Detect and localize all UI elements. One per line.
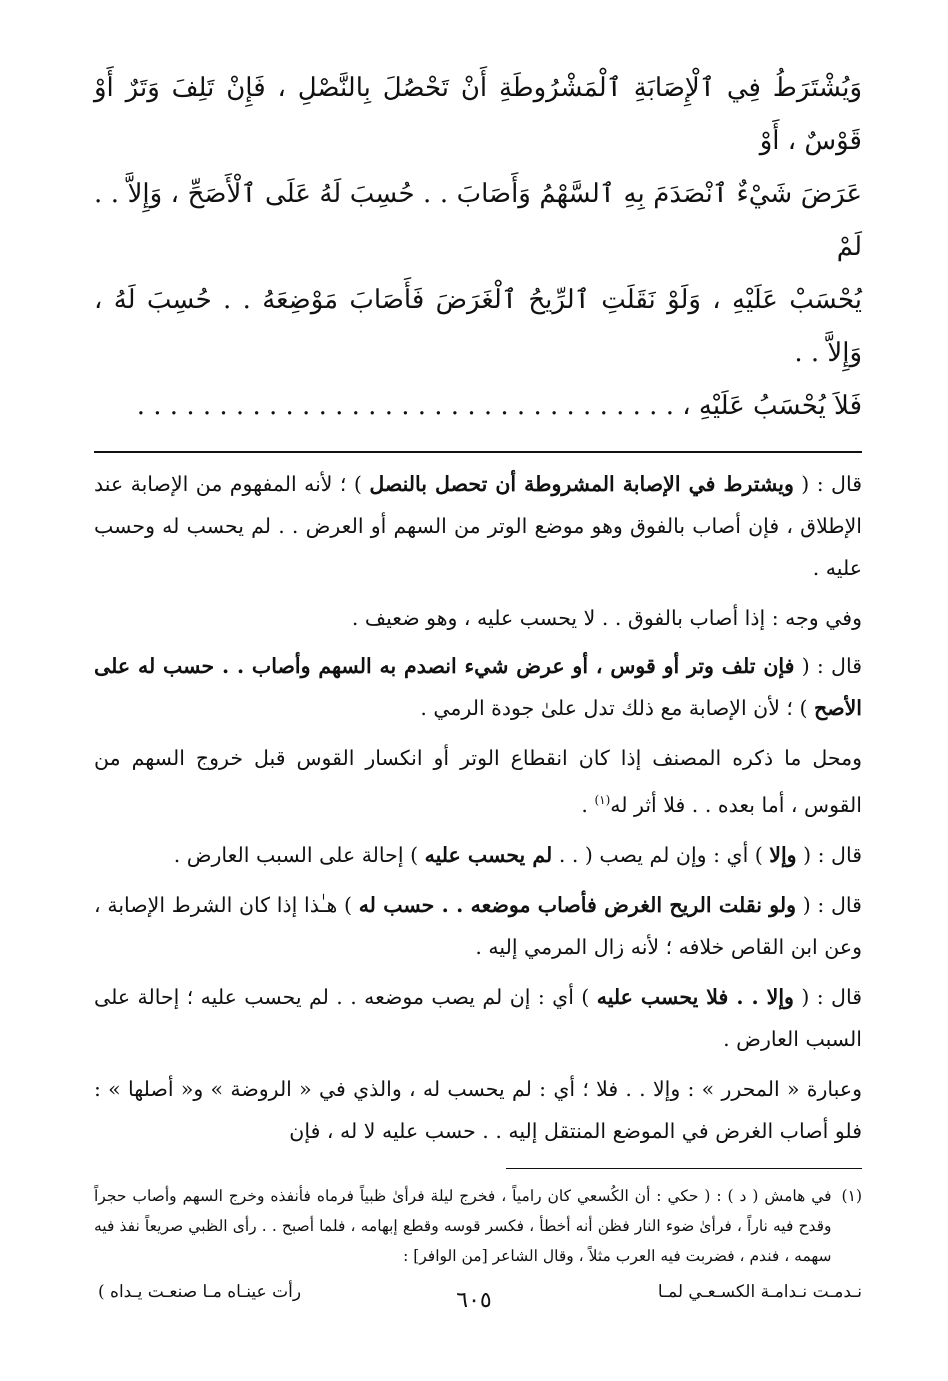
matn-divider [94,451,862,453]
sharh-paragraph: وعبارة « المحرر » : وإلا . . فلا ؛ أي : لم يحسب له ، والذي في « الروضة » و« أصلها » : فلو أصاب الغرض في الموضع المنتقل إليه . . حسب عليه لا له ، فإن [94,1076,862,1143]
sharh-paragraph: قال : ( ويشترط في الإصابة المشروطة أن تحصل بالنصل ) ؛ لأنه المفهوم من الإصابة عند الإطلاق ، فإن أصاب بالفوق وهو موضع الوتر من السهم أو العرض . . لم يحسب له وحسب عليه . [94,472,862,580]
quoted-matn: ولو نقلت الريح الغرض فأصاب موضعه . . حسب له [358,892,796,917]
quoted-matn: فإن تلف وتر أو قوس ، أو عرض شيء انصدم به السهم وأصاب . . حسب له على الأصح [94,654,862,720]
page-number: ٦٠٥ [456,1288,492,1313]
verse-second-hemistich: رأت عينـاه مـا صنعـت يـداه ) [98,1281,302,1302]
sharh-commentary [94,463,862,1152]
footnote-number: (١) [841,1186,862,1205]
quoted-matn: لم يحسب عليه [424,842,553,867]
sharh-paragraph: قال : ( فإن تلف وتر أو قوس ، أو عرض شيء انصدم به السهم وأصاب . . حسب له على الأصح ) ؛ لأن الإصابة مع ذلك تدل علىٰ جودة الرمي . [94,654,862,720]
quoted-matn: وإلا [769,842,797,867]
matn-line: وَيُشْتَرَطُ فِي ٱلْإِصَابَةِ ٱلْمَشْرُوطَةِ أَنْ تَحْصُلَ بِالنَّصْلِ ، فَإِنْ تَلِفَ وَتَرٌ أَوْ قَوْسٌ ، أَوْ [94,73,862,156]
matn-line: يُحْسَبْ عَلَيْهِ ، وَلَوْ نَقَلَتِ ٱلرِّيحُ ٱلْغَرَضَ فَأَصَابَ مَوْضِعَهُ . . حُسِبَ لَهُ ، وَإِلاَّ . . [94,285,862,368]
sharh-paragraph: قال : ( وإلا . . فلا يحسب عليه ) أي : إن لم يصب موضعه . . لم يحسب عليه ؛ إحالة على السبب العارض . [94,984,862,1051]
footnote-divider [506,1168,862,1169]
footnote [94,1181,862,1271]
footnote-reference[interactable]: (١) [594,793,611,807]
verse-first-hemistich: نـدمـت نـدامـة الكسـعـي لمـا [657,1281,862,1302]
quoted-matn: ويشترط في الإصابة المشروطة أن تحصل بالنصل [369,472,794,496]
matn-text [94,62,862,433]
sharh-paragraph: قال : ( وإلا ) أي : وإن لم يصب ( . . لم يحسب عليه ) إحالة على السبب العارض . [173,842,862,867]
matn-line: فَلاَ يُحْسَبُ عَلَيْهِ ، . . . . . . . . . . . . . . . . . . . . . . . . . . . . . . . . . [136,391,862,421]
sharh-paragraph: قال : ( ولو نقلت الريح الغرض فأصاب موضعه . . حسب له ) هـٰذا إذا كان الشرط الإصابة ، وعن ابن القاص خلافه ؛ لأنه زال المرمي إليه . [94,892,862,959]
footnote-text: في هامش ( د ) : ( حكي : أن الكُسعي كان رامياً ، فخرج ليلة فرأىٰ ظبياً فرماه فأنفذه وخرج السهم وأصاب حجراً وقدح فيه ناراً ، فرأىٰ ضوء النار فظن أنه أخطأ ، فكسر قوسه وقطع إبهامه ، فلما أصبح . . رأى الظبي صريعاً نفذ فيه سهمه ، فندم ، فضربت فيه العرب مثلاً ، وقال الشاعر [من الوافر] : [94,1186,832,1265]
sharh-paragraph: وفي وجه : إذا أصاب بالفوق . . لا يحسب عليه ، وهو ضعيف . [351,606,862,630]
quoted-matn: وإلا . . فلا يحسب عليه [596,984,794,1009]
sharh-paragraph: ومحل ما ذكره المصنف إذا كان انقطاع الوتر أو انكسار القوس قبل خروج السهم من القوس ، أما بعده . . فلا أثر له$^{(١)}$ . [94,746,862,817]
matn-line: عَرَضَ شَيْءٌ ٱنْصَدَمَ بِهِ ٱلسَّهْمُ وَأَصَابَ . . حُسِبَ لَهُ عَلَى ٱلْأَصَحِّ ، وَإِلاَّ . . لَمْ [94,179,862,262]
